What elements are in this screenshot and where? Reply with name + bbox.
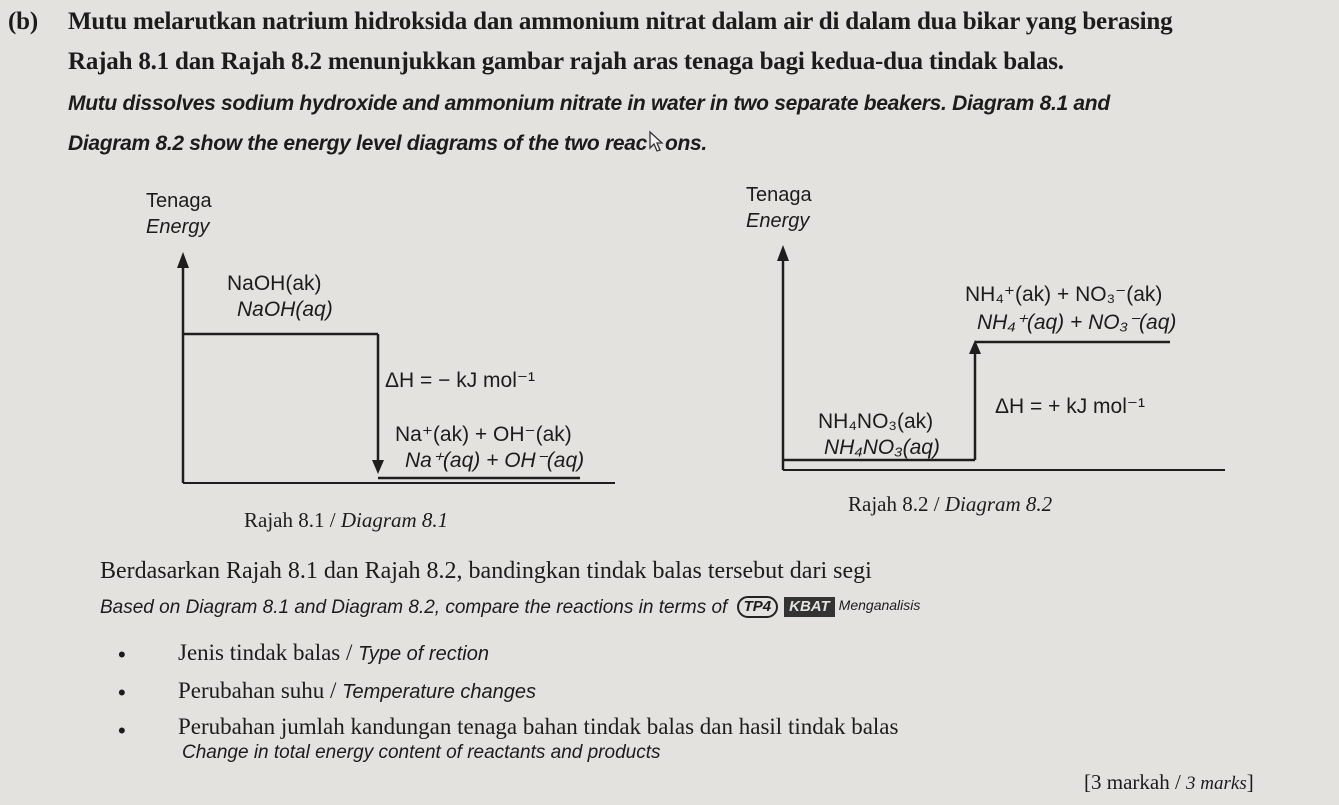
d2-reactant-en: NH₄NO₃(aq) xyxy=(824,436,940,459)
bullet-item-2 xyxy=(178,678,536,704)
bullet-dot-1: • xyxy=(118,642,126,667)
d1-product-en: Na⁺(aq) + OH⁻(aq) xyxy=(405,449,585,472)
bullet-dot-2: • xyxy=(118,680,126,705)
tp4-badge: TP4 xyxy=(737,596,779,618)
d2-delta-h: ΔH = + kJ mol⁻¹ xyxy=(995,395,1145,418)
bullet-dot-3: • xyxy=(118,718,126,743)
d1-product-ms: Na⁺(ak) + OH⁻(ak) xyxy=(395,423,572,446)
bullet-2-ms: Perubahan suhu / xyxy=(178,678,343,703)
bullet-item-3 xyxy=(178,714,898,740)
d1-delta-h: ΔH = − kJ mol⁻¹ xyxy=(385,369,535,392)
d2-product-ms: NH₄⁺(ak) + NO₃⁻(ak) xyxy=(965,283,1163,306)
bullet-2-en: Temperature changes xyxy=(342,681,536,703)
bullet-item-1 xyxy=(178,640,489,666)
d1-caption-en: Diagram 8.1 xyxy=(340,508,449,532)
d2-caption xyxy=(848,492,1052,517)
question-line-2-en-head: Diagram 8.2 show the energy level diagrams of the two reac xyxy=(68,132,647,155)
marks-close: ] xyxy=(1246,770,1254,794)
bullet-1-ms: Jenis tindak balas / xyxy=(178,640,359,665)
bullet-3-ms: Perubahan jumlah kandungan tenaga bahan tindak balas dan hasil tindak balas xyxy=(178,714,899,739)
d1-reactant-ms: NaOH(ak) xyxy=(227,272,322,295)
prompt-line-ms: Berdasarkan Rajah 8.1 dan Rajah 8.2, bandingkan tindak balas tersebut dari segi xyxy=(100,558,872,584)
d2-axis-label-en: Energy xyxy=(746,210,810,232)
prompt-line-en-text: Based on Diagram 8.1 and Diagram 8.2, compare the reactions in terms of xyxy=(100,597,728,618)
question-line-1-en: Mutu dissolves sodium hydroxide and ammonium nitrate in water in two separate beakers. Diagram 8.1 and xyxy=(68,92,1110,115)
d1-caption-ms: Rajah 8.1 / xyxy=(244,508,341,532)
kbat-badge: KBAT xyxy=(784,597,835,617)
d1-axis-label-en: Energy xyxy=(146,216,210,238)
marks-label xyxy=(1084,770,1254,795)
bullet-3-en: Change in total energy content of reactants and products xyxy=(182,742,661,763)
d2-axis-label-ms: Tenaga xyxy=(746,184,812,206)
kbat-badge-sub: Menganalisis xyxy=(838,597,921,613)
bullet-1-en: Type of rection xyxy=(358,643,489,665)
d2-axis-arrowhead xyxy=(777,245,789,261)
d1-reactant-en: NaOH(aq) xyxy=(237,298,333,321)
d1-axis-label-ms: Tenaga xyxy=(146,190,212,212)
question-line-2-en-tail: ons. xyxy=(664,132,707,155)
prompt-line-en xyxy=(100,596,920,619)
d2-product-en: NH₄⁺(aq) + NO₃⁻(aq) xyxy=(977,311,1177,334)
question-line-2-ms: Rajah 8.1 dan Rajah 8.2 menunjukkan gambar rajah aras tenaga bagi kedua-dua tindak balas. xyxy=(68,48,1064,75)
marks-en: 3 marks xyxy=(1186,773,1247,794)
d2-reactant-ms: NH₄NO₃(ak) xyxy=(818,410,934,433)
d2-caption-ms: Rajah 8.2 / xyxy=(848,492,945,516)
d2-caption-en: Diagram 8.2 xyxy=(944,492,1053,516)
question-label: (b) xyxy=(8,8,38,35)
marks-ms: [3 markah / xyxy=(1084,770,1187,794)
question-line-1-ms: Mutu melarutkan natrium hidroksida dan ammonium nitrat dalam air di dalam dua bikar yang berasing xyxy=(68,8,1173,35)
